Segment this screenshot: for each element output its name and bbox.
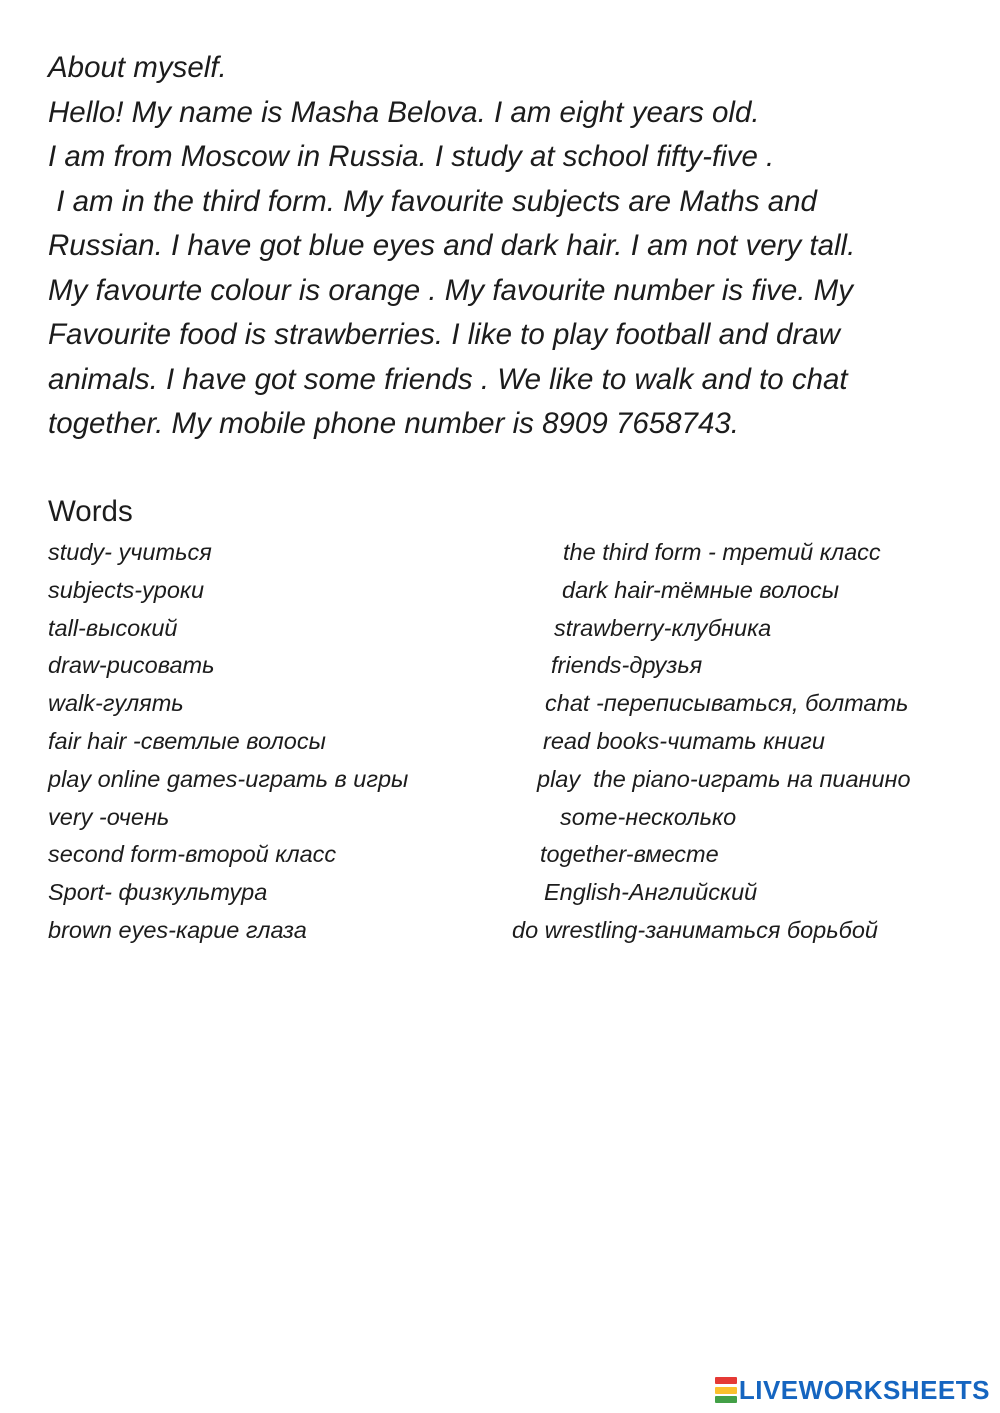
text-line: Hello! My name is Masha Belova. I am eight years old. bbox=[48, 95, 760, 129]
vocab-left: fair hair -светлые волосы bbox=[48, 728, 326, 754]
logo-bar-yellow bbox=[715, 1387, 737, 1394]
vocab-row bbox=[0, 911, 1000, 949]
vocab-right: strawberry-клубника bbox=[554, 615, 772, 641]
vocab-left: walk-гулять bbox=[48, 690, 184, 716]
vocab-left: draw-рисовать bbox=[48, 652, 215, 678]
vocab-right: some-несколько bbox=[560, 804, 737, 830]
vocab-left: tall-высокий bbox=[48, 615, 178, 641]
vocab-row bbox=[0, 684, 1000, 722]
text-title: About myself. bbox=[48, 51, 227, 84]
vocab-right: do wrestling-заниматься борьбой bbox=[512, 917, 878, 943]
text-line: I am in the third form. My favourite subjects are Maths and bbox=[48, 184, 817, 218]
vocab-left: very -очень bbox=[48, 804, 170, 830]
liveworksheets-logo-icon bbox=[715, 1377, 737, 1403]
vocab-left: brown eyes-карие глаза bbox=[48, 917, 307, 943]
text-line: Russian. I have got blue eyes and dark hair. I am not very tall. bbox=[48, 229, 856, 262]
vocab-row bbox=[0, 835, 1000, 873]
vocab-right: friends-друзья bbox=[551, 652, 703, 678]
vocab-left: second form-второй класс bbox=[48, 841, 337, 867]
vocab-row bbox=[0, 873, 1000, 911]
logo-bar-green bbox=[715, 1396, 737, 1403]
vocab-right: dark hair-тёмные волосы bbox=[562, 577, 840, 603]
vocab-right: chat -переписываться, болтать bbox=[545, 690, 909, 716]
vocab-left: subjects-уроки bbox=[48, 577, 205, 603]
words-heading: Words bbox=[48, 495, 133, 528]
vocab-row bbox=[0, 722, 1000, 760]
about-myself-text bbox=[48, 46, 988, 447]
vocab-right: English-Английский bbox=[544, 879, 758, 905]
logo-bar-red bbox=[715, 1377, 737, 1384]
vocab-right: play the piano-играть на пианино bbox=[537, 766, 911, 792]
vocab-row bbox=[0, 533, 1000, 571]
liveworksheets-logo[interactable] bbox=[715, 1375, 990, 1405]
vocab-row bbox=[0, 798, 1000, 836]
vocab-right: the third form - третий класс bbox=[563, 539, 881, 565]
text-line: My favourte colour is orange . My favourite number is five. My bbox=[48, 273, 853, 307]
text-line: animals. I have got some friends . We like to walk and to chat bbox=[48, 362, 848, 396]
vocab-row bbox=[0, 609, 1000, 647]
vocab-row bbox=[0, 760, 1000, 798]
vocab-right: read books-читать книги bbox=[543, 728, 825, 754]
vocab-left: play online games-играть в игры bbox=[48, 766, 409, 792]
text-line: I am from Moscow in Russia. I study at school fifty-five . bbox=[48, 140, 775, 173]
vocab-left: Sport- физкультура bbox=[48, 879, 268, 905]
text-line: together. My mobile phone number is 8909 7658743. bbox=[48, 407, 739, 440]
vocab-row bbox=[0, 646, 1000, 684]
brand-name: LIVEWORKSHEETS bbox=[738, 1374, 990, 1405]
vocab-row bbox=[0, 571, 1000, 609]
vocab-right: together-вместе bbox=[540, 841, 719, 867]
vocab-left: study- учиться bbox=[48, 539, 212, 565]
text-line: Favourite food is strawberries. I like to play football and draw bbox=[48, 318, 840, 351]
